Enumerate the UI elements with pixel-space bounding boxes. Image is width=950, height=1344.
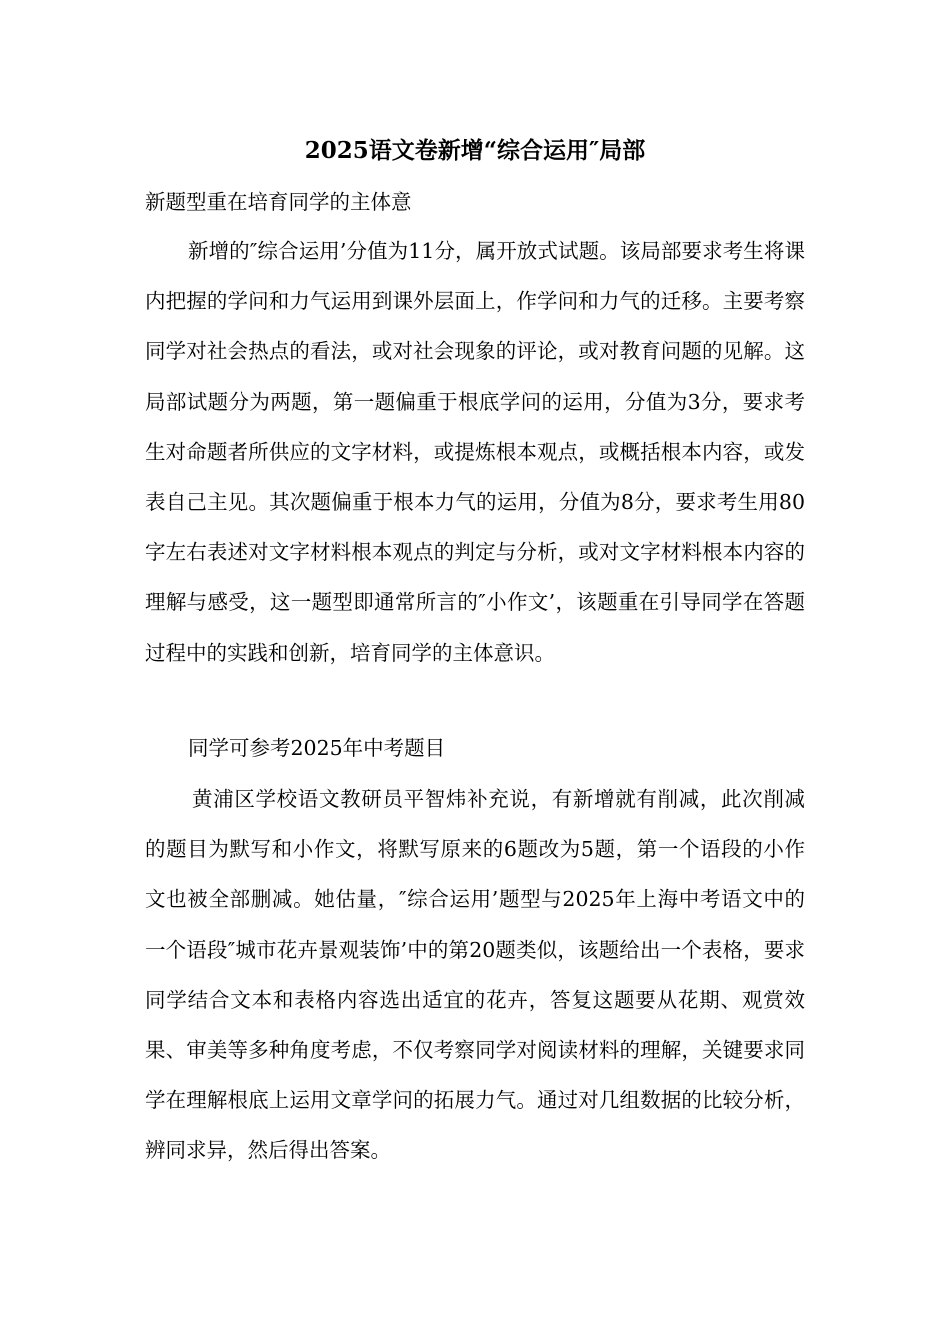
paragraph-huangpu-teacher: 黄浦区学校语文教研员平智炜补充说，有新增就有削减，此次削减的题目为默写和小作文，将默写原来的6题改为5题，第一个语段的小作文也被全部删减。她估量，″综合运用’题型与2025年上海中考语文中的一个语段″城市花卉景观装饰’中的第20题类似，该题给出一个表格，要求同学结合文本和表格内容选出适宜的花卉，答复这题要从花期、观赏效果、审美等多种角度考虑，不仅考察同学对阅读材料的理解，关键要求同学在理解根底上运用文章学问的拓展力气。通过对几组数据的比较分析，辨同求异，然后得出答案。	[145, 787, 805, 1163]
paragraph-comprehensive-use: 新增的″综合运用’分值为11分，属开放式试题。该局部要求考生将课内把握的学问和力气运用到课外层面上，作学问和力气的迁移。主要考察同学对社会热点的看法，或对社会现象的评论，或对教育问题的见解。这局部试题分为两题，第一题偏重于根底学问的运用，分值为3分，要求考生对命题者所供应的文字材料，或提炼根本观点，或概括根本内容，或发表自己主见。其次题偏重于根本力气的运用，分值为8分，要求考生用80字左右表述对文字材料根本观点的判定与分析，或对文字材料根本内容的理解与感受，这一题型即通常所言的″小作文’，该题重在引导同学在答题过程中的实践和创新，培育同学的主体意识。	[145, 239, 805, 665]
subheading-main-topic: 新题型重在培育同学的主体意	[145, 190, 412, 214]
subheading-reference: 同学可参考2025年中考题目	[188, 736, 446, 760]
document-title: 2025语文卷新增“综合运用″局部	[304, 137, 646, 164]
